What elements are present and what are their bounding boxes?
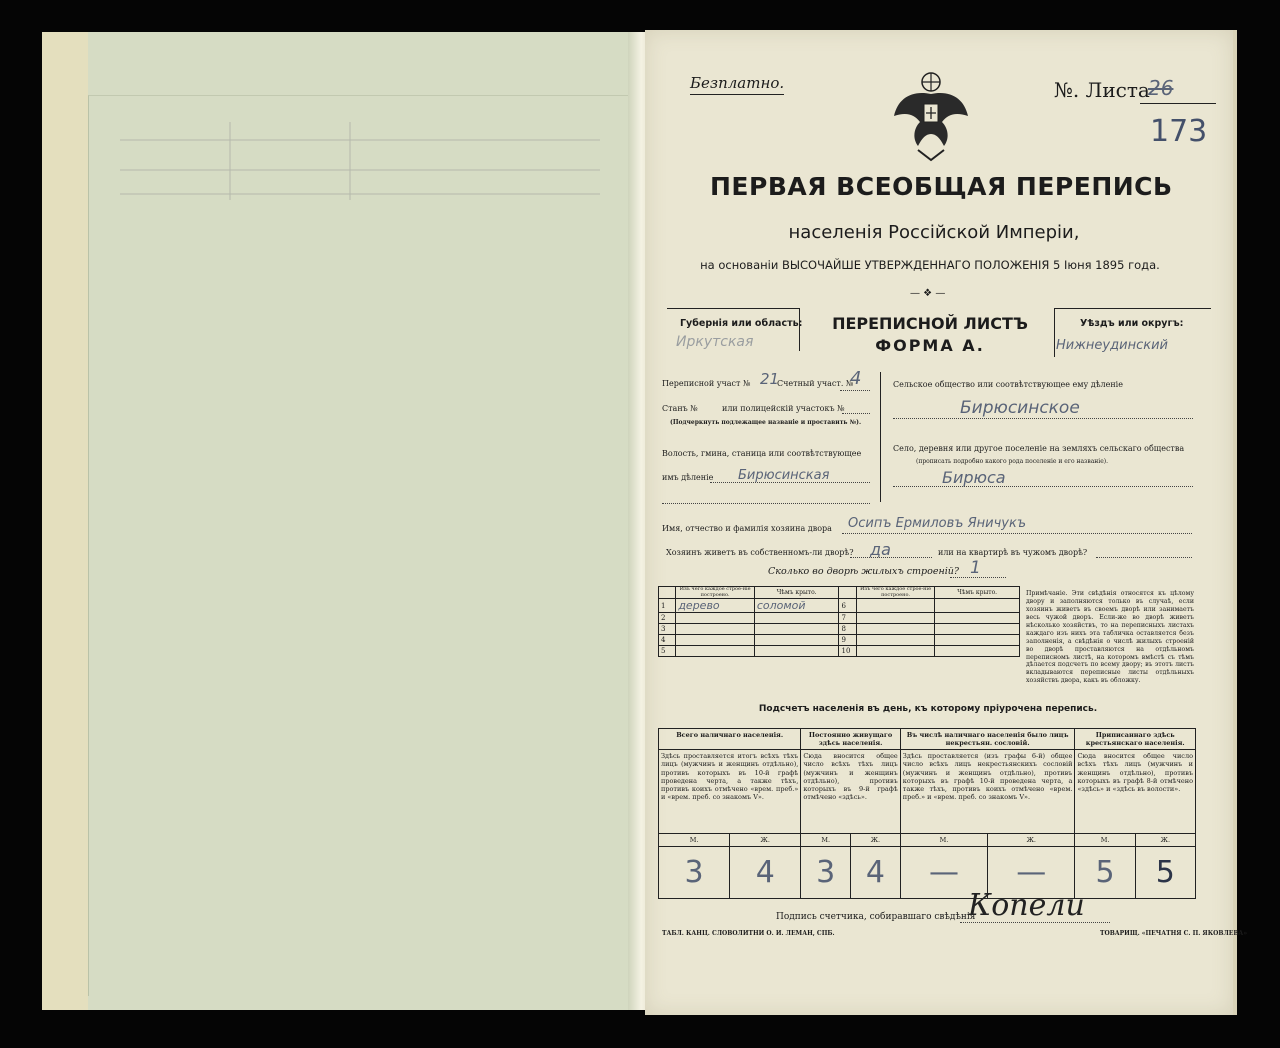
buildings-col-roof: Чѣмъ крыто. bbox=[754, 587, 839, 599]
summary-head-nonpeasant: Въ числѣ наличнаго населенія было лицъ некрестьян. сословій. bbox=[900, 729, 1075, 750]
village-note: (прописать подробно какого рода поселеніе и его названіе). bbox=[916, 458, 1108, 465]
summary-desc-registered: Сюда вносится общее число всѣхъ тѣхъ лицъ (мужчинъ и женщинъ отдѣльно), противъ которыхъ въ графѣ 8-й отмѣчено «здѣсь» и «здѣсь въ волости». bbox=[1075, 750, 1196, 834]
table-row bbox=[659, 599, 1020, 613]
uezd-label: Уѣздъ или округъ: bbox=[1080, 318, 1184, 329]
row-number: 3 bbox=[659, 624, 676, 635]
nonpeasant-female-value: — bbox=[988, 847, 1075, 899]
row-number: 10 bbox=[839, 646, 856, 657]
row-number: 7 bbox=[839, 613, 856, 624]
field-divider bbox=[880, 372, 881, 502]
buildings-col-material-2: Изъ чего каждое строе-ніе построено. bbox=[856, 587, 935, 599]
census-subtitle: населенія Россійской Имперіи, bbox=[788, 222, 1080, 243]
col-female: Ж. bbox=[851, 834, 901, 847]
nonpeasant-male-value: — bbox=[900, 847, 987, 899]
volost-label: Волость, гмина, станица или соотвѣтствующее bbox=[662, 449, 862, 458]
sheet-number-value: 26 bbox=[1148, 76, 1174, 100]
buildings-col-roof-2: Чѣмъ крыто. bbox=[935, 587, 1020, 599]
table-row bbox=[659, 624, 1020, 635]
count-district-line bbox=[840, 390, 870, 391]
village-line bbox=[893, 486, 1193, 487]
village-label: Село, деревня или другое поселеніе на земляхъ сельскаго общества bbox=[893, 444, 1185, 453]
ornament-divider: — ❖ — bbox=[910, 288, 946, 299]
uezd-value: Нижнеудинский bbox=[1056, 338, 1168, 353]
row-number: 4 bbox=[659, 635, 676, 646]
society-value: Бирюсинское bbox=[960, 398, 1080, 418]
stan-police-label: или полицейскій участокъ № bbox=[722, 404, 845, 413]
sheet-number-label: №. Листа bbox=[1054, 78, 1150, 102]
other-yard-line bbox=[1096, 557, 1192, 558]
row-number: 8 bbox=[839, 624, 856, 635]
row1-roof: соломой bbox=[754, 599, 839, 613]
volost-line bbox=[710, 482, 870, 483]
buildings-col-material: Изъ чего каждое строе-ніе построено. bbox=[676, 587, 755, 599]
left-page-bleed-through bbox=[100, 112, 620, 202]
free-underline bbox=[690, 94, 784, 95]
form-letter: ФОРМА А. bbox=[875, 336, 985, 355]
society-label: Сельское общество или соотвѣтствующее ему дѣленіе bbox=[893, 380, 1123, 389]
stan-line bbox=[842, 413, 870, 414]
signature-value: Копели bbox=[968, 888, 1085, 923]
free-label: Безплатно. bbox=[690, 74, 785, 92]
village-value: Бирюса bbox=[942, 468, 1006, 487]
imperial-eagle-icon bbox=[892, 68, 970, 164]
buildings-table bbox=[658, 586, 1020, 657]
row-number: 5 bbox=[659, 646, 676, 657]
left-page-edge bbox=[42, 32, 88, 1010]
col-male: М. bbox=[801, 834, 851, 847]
summary-title: Подсчетъ населенія въ день, къ которому пріурочена перепись. bbox=[758, 704, 1098, 714]
volost-line-2 bbox=[662, 503, 870, 504]
census-title: ПЕРВАЯ ВСЕОБЩАЯ ПЕРЕПИСЬ bbox=[710, 172, 1173, 201]
table-row bbox=[659, 635, 1020, 646]
owner-line bbox=[842, 533, 1192, 534]
row-number: 1 bbox=[659, 599, 676, 613]
census-district-label: Переписной участ № bbox=[662, 379, 751, 388]
registered-female-value: 5 bbox=[1135, 847, 1195, 899]
own-yard-label: Хозяинъ живетъ въ собственномъ-ли дворѣ? bbox=[666, 548, 854, 557]
archive-number: 173 bbox=[1150, 114, 1208, 149]
col-male: М. bbox=[1075, 834, 1135, 847]
total-male-value: 3 bbox=[659, 847, 730, 899]
summary-desc-permanent: Сюда вносится общее число всѣхъ тѣхъ лицъ (мужчинъ и женщинъ отдѣльно), противъ которыхъ въ 9-й графѣ отмѣчено «здѣсь». bbox=[801, 750, 900, 834]
society-line bbox=[893, 418, 1193, 419]
owner-label: Имя, отчество и фамилія хозяина двора bbox=[662, 524, 832, 533]
census-district-value: 21 bbox=[760, 370, 780, 388]
table-row bbox=[659, 613, 1020, 624]
census-basis: на основаніи ВЫСОЧАЙШЕ УТВЕРЖДЕННАГО ПОЛОЖЕНІЯ 5 Іюня 1895 года. bbox=[700, 258, 1160, 272]
row-number: 6 bbox=[839, 599, 856, 613]
col-female: Ж. bbox=[988, 834, 1075, 847]
buildings-note: Примѣчаніе. Эти свѣдѣнія относятся къ цѣлому двору и заполняются только въ случаѣ, если хозяинъ живетъ въ своемъ дворѣ или занимаетъ весь чужой дворъ. Если-же во дворѣ живетъ нѣсколько хозяйствъ, то на переписныхъ листахъ каждаго изъ нихъ эта табличка оставляется безъ заполненія, а свѣдѣнія о числѣ жилыхъ строеній во дворѣ проставляются на отдѣльномъ переписномъ листѣ, на которомъ вмѣстѣ съ тѣмъ дѣлается подсчетъ по всему двору; въ этотъ листъ вкладываются переписные листы отдѣльныхъ хозяйствъ двора, какъ въ обложку. bbox=[1026, 590, 1194, 685]
printer-left: ТАБЛ. КАНЦ. СЛОВОЛИТНИ О. И. ЛЕМАН, СПБ. bbox=[662, 930, 835, 937]
summary-head-permanent: Постоянно живущаго здѣсь населенія. bbox=[801, 729, 900, 750]
col-male: М. bbox=[659, 834, 730, 847]
buildings-line bbox=[950, 577, 1006, 578]
summary-head-total: Всего наличнаго населенія. bbox=[659, 729, 801, 750]
summary-desc-nonpeasant: Здѣсь проставляется (изъ графы 6-й) общее число всѣхъ лицъ некрестьянскихъ сословій (мужчинъ и женщинъ отдѣльно), противъ которыхъ въ графѣ 10-й проведена черта, а также тѣхъ, противъ коихъ отмѣчено «врем. преб.» и «врем. преб. со знакомъ V». bbox=[900, 750, 1075, 834]
signature-label: Подпись счетчика, собиравшаго свѣдѣнія bbox=[776, 912, 976, 922]
summary-head-registered: Приписаннаго здѣсь крестьянскаго населенія. bbox=[1075, 729, 1196, 750]
left-page-frame bbox=[88, 95, 629, 996]
count-district-label: Счетный участ. № bbox=[777, 379, 854, 388]
permanent-female-value: 4 bbox=[851, 847, 901, 899]
sheet-number-underline bbox=[1140, 103, 1216, 104]
buildings-value: 1 bbox=[970, 558, 981, 578]
form-title: ПЕРЕПИСНОЙ ЛИСТЪ bbox=[832, 314, 1028, 333]
total-female-value: 4 bbox=[730, 847, 801, 899]
permanent-male-value: 3 bbox=[801, 847, 851, 899]
own-yard-line bbox=[850, 557, 932, 558]
row1-material: дерево bbox=[676, 599, 755, 613]
owner-value: Осипъ Ермиловъ Яничукъ bbox=[848, 516, 1027, 531]
stan-label: Станъ № bbox=[662, 404, 698, 413]
signature-line bbox=[960, 922, 1110, 923]
other-yard-label: или на квартирѣ въ чужомъ дворѣ? bbox=[938, 548, 1088, 557]
own-yard-value: да bbox=[870, 540, 891, 559]
col-female: Ж. bbox=[1135, 834, 1195, 847]
row-number: 2 bbox=[659, 613, 676, 624]
col-female: Ж. bbox=[730, 834, 801, 847]
printer-right: ТОВАРИЩ. «ПЕЧАТНЯ С. П. ЯКОВЛЕВА» bbox=[1100, 930, 1248, 937]
stan-note: (Подчеркнуть подлежащее названіе и проставить №). bbox=[670, 419, 862, 426]
summary-desc-total: Здѣсь проставляется итогъ всѣхъ тѣхъ лицъ (мужчинъ и женщинъ отдѣльно), противъ которыхъ въ 10-й графѣ проведена черта, а также тѣхъ, противъ коихъ отмѣчено «врем. преб.» и «врем. преб. со знакомъ V». bbox=[659, 750, 801, 834]
summary-table bbox=[658, 728, 1196, 899]
buildings-label: Сколько во дворѣ жилыхъ строеній? bbox=[768, 566, 959, 577]
volost-label-2: имъ дѣленіе bbox=[662, 473, 714, 482]
count-district-value: 4 bbox=[850, 368, 862, 389]
table-row bbox=[659, 646, 1020, 657]
col-male: М. bbox=[900, 834, 987, 847]
row-number: 9 bbox=[839, 635, 856, 646]
registered-male-value: 5 bbox=[1075, 847, 1135, 899]
guberniya-value: Иркутская bbox=[676, 334, 754, 350]
guberniya-label: Губернія или область: bbox=[680, 318, 803, 329]
volost-value: Бирюсинская bbox=[738, 468, 830, 483]
